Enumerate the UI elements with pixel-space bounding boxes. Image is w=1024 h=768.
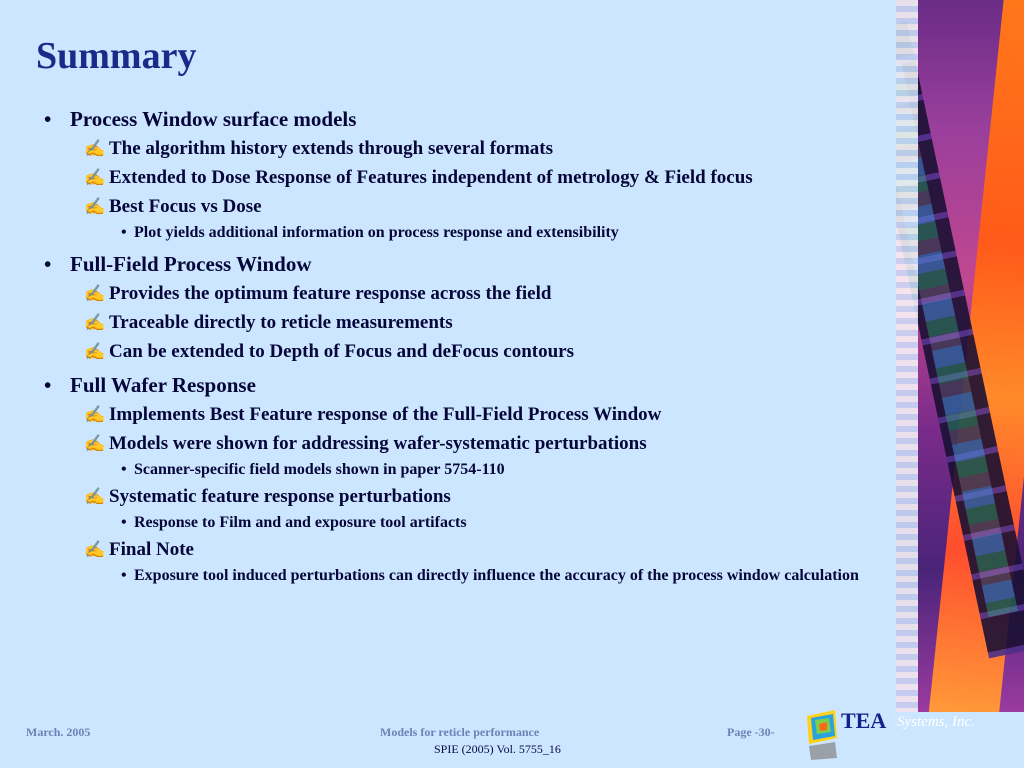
level3-text: Exposure tool induced perturbations can directly influence the accuracy of the process window calculation [134,567,859,584]
level2-text: The algorithm history extends through several formats [109,138,554,159]
writing-hand-icon: ✍ [84,139,106,158]
level2-item [44,282,884,306]
decorative-side-band [896,0,1024,712]
level1-text: Full-Field Process Window [70,252,312,276]
level2-text: Traceable directly to reticle measurements [109,312,453,333]
writing-hand-icon: ✍ [84,313,106,332]
bullet-list [44,98,884,586]
level2-text: Final Note [109,539,194,560]
writing-hand-icon: ✍ [84,540,106,559]
writing-hand-icon: ✍ [84,284,106,303]
level2-item [44,137,884,161]
level3-item [44,223,884,243]
bullet-dot: • [121,461,127,478]
logo-suffix-text: Systems, Inc. [897,714,975,730]
writing-hand-icon: ✍ [84,434,106,453]
bullet-dot: • [121,567,127,584]
footer-title: Models for reticle performance [380,725,540,739]
footer-page-number: Page -30- [727,725,775,739]
level1-item [44,106,884,132]
bullet-dot: • [44,373,52,397]
level1-text: Process Window surface models [70,107,357,131]
writing-hand-icon: ✍ [84,197,106,216]
writing-hand-icon: ✍ [84,487,106,506]
level3-text: Scanner-specific field models shown in paper 5754-110 [134,461,505,478]
tea-systems-logo [805,706,1020,764]
level2-text: Systematic feature response perturbations [109,486,451,507]
tea-logo-mark-icon [805,708,839,760]
footer-citation: SPIE (2005) Vol. 5755_16 [434,742,561,756]
level1-text: Full Wafer Response [70,373,256,397]
level2-item [44,432,884,456]
level2-text: Extended to Dose Response of Features independent of metrology & Field focus [109,167,753,188]
level3-text: Response to Film and and exposure tool artifacts [134,514,467,531]
level2-text: Provides the optimum feature response across the field [109,283,552,304]
writing-hand-icon: ✍ [84,342,106,361]
writing-hand-icon: ✍ [84,405,106,424]
level2-text: Best Focus vs Dose [109,196,262,217]
logo-brand-text: TEA [841,708,887,733]
torn-edge-graphic [896,0,918,712]
level3-item [44,566,884,586]
bullet-dot: • [121,514,127,531]
level1-item [44,372,884,398]
bullet-dot: • [121,224,127,241]
level2-item [44,311,884,335]
level3-item [44,513,884,533]
level3-text: Plot yields additional information on process response and extensibility [134,224,619,241]
level3-item [44,460,884,480]
level1-item [44,251,884,277]
level2-text: Can be extended to Depth of Focus and deFocus contours [109,341,574,362]
slide-title: Summary [36,35,197,77]
level2-text: Models were shown for addressing wafer-systematic perturbations [109,433,647,454]
level2-item [44,340,884,364]
level2-text: Implements Best Feature response of the Full-Field Process Window [109,404,662,425]
level2-item [44,166,884,190]
writing-hand-icon: ✍ [84,168,106,187]
level2-item [44,195,884,219]
footer-date: March. 2005 [26,725,91,739]
bullet-dot: • [44,107,52,131]
level2-item [44,485,884,509]
bullet-dot: • [44,252,52,276]
level2-item [44,538,884,562]
level2-item [44,403,884,427]
